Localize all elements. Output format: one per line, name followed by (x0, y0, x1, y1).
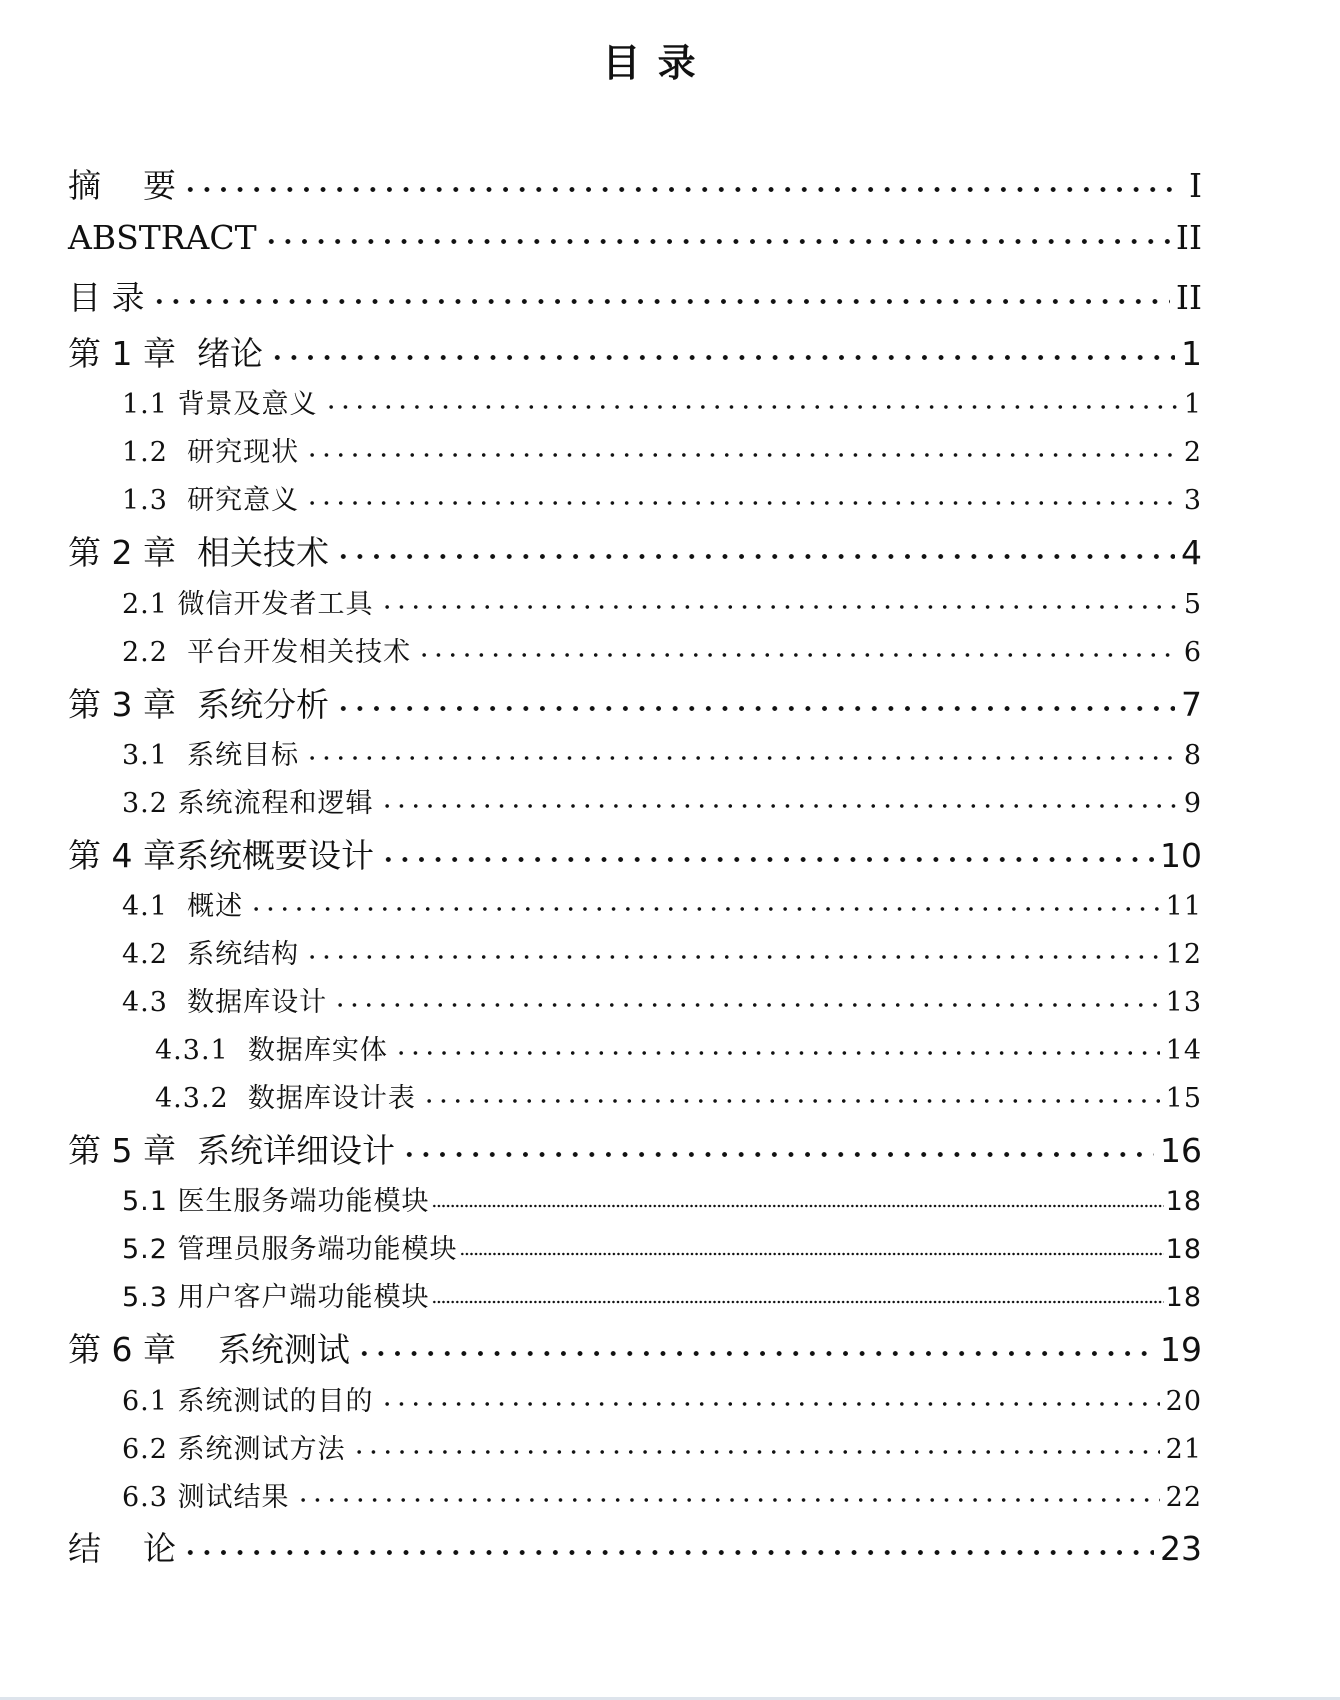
toc-entry[interactable] (68, 679, 1202, 726)
toc-entry-page: 6 (1183, 637, 1202, 668)
dot-leader (333, 987, 1160, 1014)
dot-leader (394, 1035, 1160, 1062)
toc-entry[interactable] (122, 1427, 1202, 1466)
toc-entry[interactable] (122, 430, 1202, 469)
toc-entry-label: 第 2 章 相关技术 (68, 533, 329, 572)
toc-entry-page: 11 (1165, 891, 1202, 922)
toc-entry-label: 1.1 背景及意义 (122, 389, 318, 420)
toc-entry-label: 第 6 章 系统测试 (68, 1330, 350, 1369)
toc-entry[interactable] (122, 630, 1202, 669)
toc-entry-page: 18 (1165, 1186, 1202, 1217)
dot-leader (401, 1133, 1154, 1166)
toc-entry-page: 14 (1165, 1035, 1202, 1066)
toc-entry-page: 23 (1160, 1529, 1202, 1568)
toc-entry-label: 1.2 研究现状 (122, 437, 300, 468)
toc-entry-label: 1.3 研究意义 (122, 485, 300, 516)
toc-entry[interactable] (68, 1324, 1202, 1371)
toc-entry-label: 4.2 系统结构 (122, 939, 300, 970)
toc-entry[interactable] (122, 980, 1202, 1019)
dot-leader (417, 637, 1178, 664)
toc-entry-page: 2 (1183, 437, 1202, 468)
dot-leader (305, 740, 1178, 767)
dot-leader (296, 1482, 1160, 1509)
toc-entry-label: 4.1 概述 (122, 891, 244, 922)
dot-leader (335, 687, 1175, 720)
toc-entry-page: I (1188, 166, 1202, 205)
toc-entry-label: 5.3 用户客户端功能模块 (122, 1282, 430, 1313)
dot-leader (182, 1531, 1154, 1564)
toc-entry-page: 13 (1165, 987, 1202, 1018)
dot-leader (380, 838, 1154, 871)
toc-entry-page: 18 (1165, 1282, 1202, 1313)
toc-entry[interactable] (122, 884, 1202, 923)
dot-leader (380, 1386, 1160, 1413)
toc-entry-page: 9 (1183, 788, 1202, 819)
toc-entry[interactable] (68, 1125, 1202, 1172)
toc-entry-page: 15 (1165, 1083, 1202, 1114)
toc-entry[interactable] (68, 160, 1202, 207)
toc-entry[interactable] (122, 733, 1202, 772)
toc-entry-label: 2.2 平台开发相关技术 (122, 637, 412, 668)
dot-leader (380, 788, 1178, 815)
dot-leader (305, 485, 1178, 512)
toc-entry-label: 6.3 测试结果 (122, 1482, 290, 1513)
toc-entry-label: 结 论 (68, 1529, 176, 1568)
dot-leader (432, 1186, 1164, 1213)
toc-entry[interactable] (68, 1523, 1202, 1570)
toc-entry[interactable] (68, 328, 1202, 375)
toc-entry[interactable] (122, 1179, 1202, 1218)
toc-entry[interactable] (122, 478, 1202, 517)
toc-entry-page: 22 (1165, 1482, 1202, 1513)
toc-entry-page: 7 (1181, 685, 1202, 724)
toc-entry[interactable] (122, 1379, 1202, 1418)
toc-entry-label: 摘 要 (68, 166, 176, 205)
toc-entry-label: 第 1 章 绪论 (68, 334, 263, 373)
toc-entry-label: 6.1 系统测试的目的 (122, 1386, 374, 1417)
toc-entry[interactable] (68, 272, 1202, 319)
dot-leader (182, 168, 1183, 201)
toc-entry[interactable] (155, 1028, 1202, 1067)
toc-entry-label: 4.3.1 数据库实体 (155, 1035, 388, 1066)
toc-entry[interactable] (68, 830, 1202, 877)
dot-leader (432, 1282, 1164, 1309)
toc-entry[interactable] (122, 781, 1202, 820)
dot-leader (151, 280, 1170, 313)
dot-leader (380, 589, 1178, 616)
toc-entry-label: 5.2 管理员服务端功能模块 (122, 1234, 458, 1265)
dot-leader (335, 535, 1175, 568)
toc-entry-label: 6.2 系统测试方法 (122, 1434, 346, 1465)
dot-leader (460, 1234, 1164, 1261)
toc-entry-page: 10 (1160, 836, 1202, 875)
toc-entry-label: 4.3.2 数据库设计表 (155, 1083, 416, 1114)
toc-entry-page: 16 (1160, 1131, 1202, 1170)
dot-leader (356, 1332, 1154, 1365)
toc-entry[interactable] (122, 1275, 1202, 1314)
dot-leader (324, 389, 1178, 416)
toc-entry-page: 4 (1181, 533, 1202, 572)
toc-entry-label: 目 录 (68, 278, 145, 317)
toc-entry-label: 3.1 系统目标 (122, 740, 300, 771)
toc-entry[interactable] (122, 932, 1202, 971)
toc-entry-page: 5 (1183, 589, 1202, 620)
toc-entry-label: 第 3 章 系统分析 (68, 685, 329, 724)
dot-leader (305, 939, 1160, 966)
toc-entry[interactable] (155, 1076, 1202, 1115)
toc-entry-page: 21 (1165, 1434, 1202, 1465)
toc-entry-page: 19 (1160, 1330, 1202, 1369)
toc-entry-label: 第 4 章系统概要设计 (68, 836, 374, 875)
toc-entry[interactable] (68, 527, 1202, 574)
dot-leader (249, 891, 1160, 918)
toc-entry[interactable] (122, 1227, 1202, 1266)
toc-entry-page: II (1175, 278, 1202, 317)
toc-entry-label: 2.1 微信开发者工具 (122, 589, 374, 620)
toc-entry-label: 第 5 章 系统详细设计 (68, 1131, 395, 1170)
toc-entry[interactable] (68, 216, 1202, 257)
dot-leader (305, 437, 1178, 464)
toc-entry-page: 1 (1183, 389, 1202, 420)
dot-leader (269, 336, 1175, 369)
toc-entry-label: 3.2 系统流程和逻辑 (122, 788, 374, 819)
dot-leader (352, 1434, 1160, 1461)
toc-entry[interactable] (122, 582, 1202, 621)
toc-entry-label: 4.3 数据库设计 (122, 987, 328, 1018)
dot-leader (422, 1083, 1160, 1110)
toc-entry-page: 18 (1165, 1234, 1202, 1265)
dot-leader (263, 220, 1170, 253)
toc-entry-page: 1 (1181, 334, 1202, 373)
toc-title: 目 录 (602, 41, 698, 85)
toc-entry[interactable] (122, 382, 1202, 421)
toc-entry-page: 20 (1165, 1386, 1202, 1417)
toc-entry-page: 12 (1165, 939, 1202, 970)
toc-entry[interactable] (122, 1475, 1202, 1514)
toc-entry-label: 5.1 医生服务端功能模块 (122, 1186, 430, 1217)
toc-entry-page: 8 (1183, 740, 1202, 771)
toc-entry-label: ABSTRACT (68, 218, 257, 257)
toc-entry-page: 3 (1183, 485, 1202, 516)
toc-entry-page: II (1175, 218, 1202, 257)
